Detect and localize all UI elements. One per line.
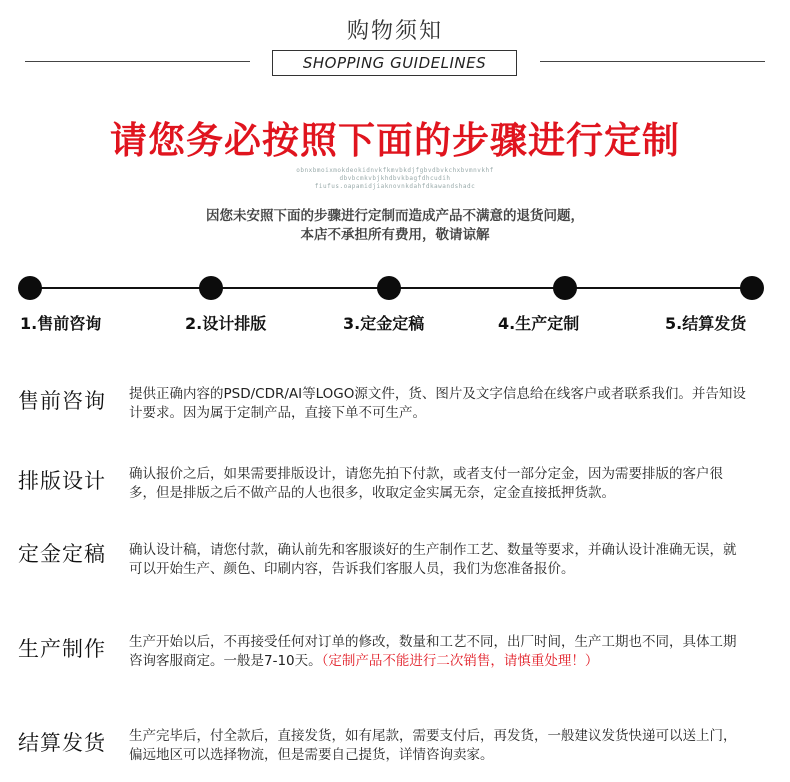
timeline-dot: [199, 276, 223, 300]
subtitle-box: SHOPPING GUIDELINES: [272, 50, 517, 76]
section-title-deposit: 定金定稿: [18, 542, 106, 566]
section-title-production: 生产制作: [18, 637, 106, 661]
section-body-presale: 提供正确内容的PSD/CDR/AI等LOGO源文件，货、图片及文字信息给在线客户或者联系我们。并告知设计要求。因为属于定制产品，直接下单不可生产。: [129, 386, 746, 421]
section-body-layout: 确认报价之后，如果需要排版设计，请您先拍下付款，或者支付一部分定金，因为需要排版的客户很多，但是排版之后不做产品的人也很多，收取定金实属无奈，定金直接抵押货款。: [129, 466, 723, 501]
title-rule-left: [25, 61, 250, 62]
notice-line-2: 本店不承担所有费用，敬请谅解: [300, 227, 490, 243]
decor-text-line: dbvbcmkvbjkhdbvkbagfdhcudih: [339, 175, 451, 182]
timeline-dot: [740, 276, 764, 300]
production-body-text: 生产开始以后，不再接受任何对订单的修改，数量和工艺不同，出厂时间，生产工期也不同，具体工期咨询客服商定。一般是7-10天。: [129, 634, 737, 669]
timeline-dot: [553, 276, 577, 300]
step-label-production: 4.生产定制: [498, 314, 580, 333]
timeline-dot: [377, 276, 401, 300]
step-label-presale: 1.售前咨询: [20, 314, 102, 333]
headline: 请您务必按照下面的步骤进行定制: [110, 119, 680, 162]
step-label-shipping: 5.结算发货: [665, 314, 747, 333]
step-label-design: 2.设计排版: [185, 314, 267, 333]
section-body-deposit: 确认设计稿，请您付款，确认前先和客服谈好的生产制作工艺、数量等要求，并确认设计准确无误，就可以开始生产、颜色、印刷内容，告诉我们客服人员，我们为您准备报价。: [129, 542, 737, 577]
section-body-production: [129, 633, 747, 671]
decor-text-line: obnxbmoixmokdeokidnvkfkmvbkdjfgbvdbvkchxbvmnvkhf: [296, 167, 494, 174]
section-title-layout: 排版设计: [18, 469, 106, 493]
decor-text-line: fiufus.oapamidjiaknovnkdahfdkawandshadc: [314, 183, 476, 190]
page-title: 购物须知: [346, 19, 443, 44]
title-rule-right: [540, 61, 765, 62]
step-label-deposit: 3.定金定稿: [343, 314, 425, 333]
section-title-shipping: 结算发货: [18, 731, 106, 755]
production-warning-note: （定制产品不能进行二次销售，请慎重处理！）: [321, 653, 599, 669]
timeline-dot: [18, 276, 42, 300]
section-body-shipping: 生产完毕后，付全款后，直接发货，如有尾款，需要支付后，再发货，一般建议发货快递可以送上门，偏远地区可以选择物流，但是需要自己提货，详情咨询卖家。: [129, 728, 737, 763]
section-title-presale: 售前咨询: [18, 389, 106, 413]
notice-line-1: 因您未安照下面的步骤进行定制而造成产品不满意的退货问题，: [206, 208, 584, 224]
